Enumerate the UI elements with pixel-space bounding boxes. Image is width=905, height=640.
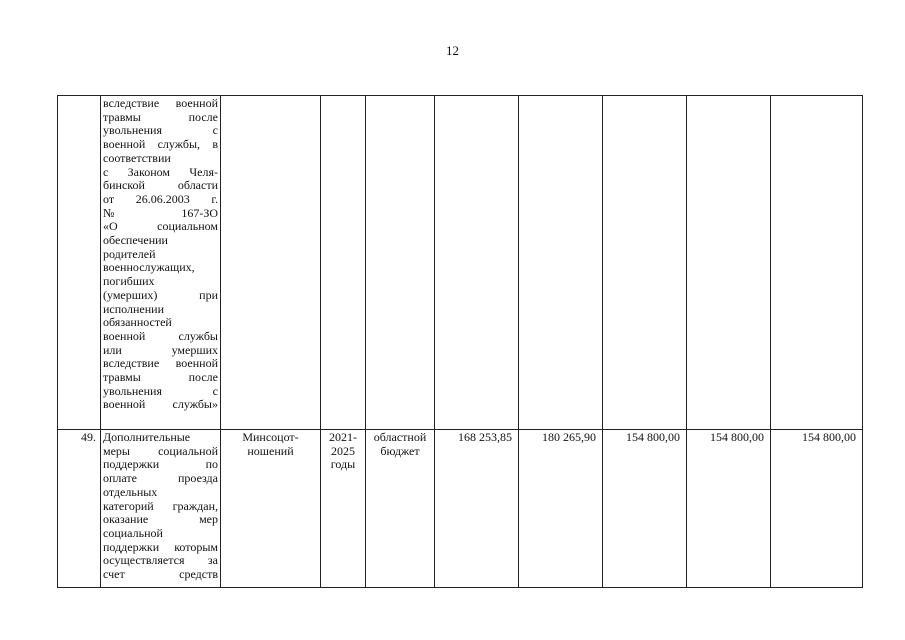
source-line: областной [373, 430, 427, 444]
description-line: родителей [103, 246, 156, 261]
cell-period [321, 96, 366, 430]
description-line: оплате проезда [103, 471, 218, 486]
page-number: 12 [446, 43, 459, 58]
description-line: военной службы [103, 328, 218, 343]
description-line: увольнения с [103, 123, 218, 138]
cell-number: 49. [58, 430, 101, 588]
cell-value: 180 265,90 [519, 430, 603, 588]
description-line: вследствие военной [103, 356, 218, 371]
cell-value: 154 800,00 [687, 430, 771, 588]
description-line: Дополнительные [103, 430, 191, 444]
description-line: поддержки которым [103, 539, 218, 554]
description-line: травмы после [103, 370, 218, 385]
description-line: оказание мер [103, 512, 218, 527]
table-row-continued [58, 96, 863, 430]
cell-value [603, 96, 687, 430]
period-line: годы [330, 457, 356, 472]
description-line: или умерших [103, 342, 218, 357]
measures-table [57, 95, 863, 588]
description-line: обязанностей [103, 315, 172, 330]
description-line: обеспечении [103, 233, 168, 248]
cell-description [101, 430, 221, 588]
cell-number [58, 96, 101, 430]
description-line: исполнении [103, 301, 165, 316]
description-line: (умерших) при [103, 287, 218, 302]
cell-description [101, 96, 221, 430]
description-line: погибших [103, 274, 155, 289]
cell-executor [221, 96, 321, 430]
description-line: военной службы, в [103, 137, 218, 152]
cell-value: 154 800,00 [603, 430, 687, 588]
description-line: осуществляется за [103, 553, 218, 568]
cell-source [366, 96, 435, 430]
description-line: отдельных [103, 484, 158, 499]
description-line: меры социальной [103, 443, 218, 458]
description-line: увольнения с [103, 383, 218, 398]
description-line: № 167-ЗО [103, 205, 218, 220]
cell-period [321, 430, 366, 588]
cell-value [435, 96, 519, 430]
period-line: 2025 [331, 443, 355, 458]
description-line: категорий граждан, [103, 498, 218, 513]
description-line: от 26.06.2003 г. [103, 191, 218, 206]
cell-value: 168 253,85 [435, 430, 519, 588]
table-row-49 [58, 430, 863, 588]
cell-value [687, 96, 771, 430]
description-line: счет средств [103, 567, 218, 582]
description-line: «О социальном [103, 219, 218, 234]
description-line: соответствии [103, 150, 171, 165]
cell-source [366, 430, 435, 588]
source-line: бюджет [380, 443, 420, 458]
cell-value [519, 96, 603, 430]
executor-line: Минсоцот- [242, 430, 299, 444]
description-line: поддержки по [103, 457, 218, 472]
description-line: с Законом Челя- [103, 164, 218, 179]
description-line: социальной [103, 525, 163, 540]
cell-value [771, 96, 863, 430]
description-line: травмы после [103, 109, 218, 124]
cell-value: 154 800,00 [771, 430, 863, 588]
executor-line: ношений [247, 443, 294, 458]
description-line: военной службы» [103, 397, 218, 412]
period-line: 2021- [329, 430, 357, 444]
description-line: бинской области [103, 178, 218, 193]
cell-executor [221, 430, 321, 588]
description-line: военнослужащих, [103, 260, 195, 275]
description-line: вследствие военной [103, 96, 218, 110]
